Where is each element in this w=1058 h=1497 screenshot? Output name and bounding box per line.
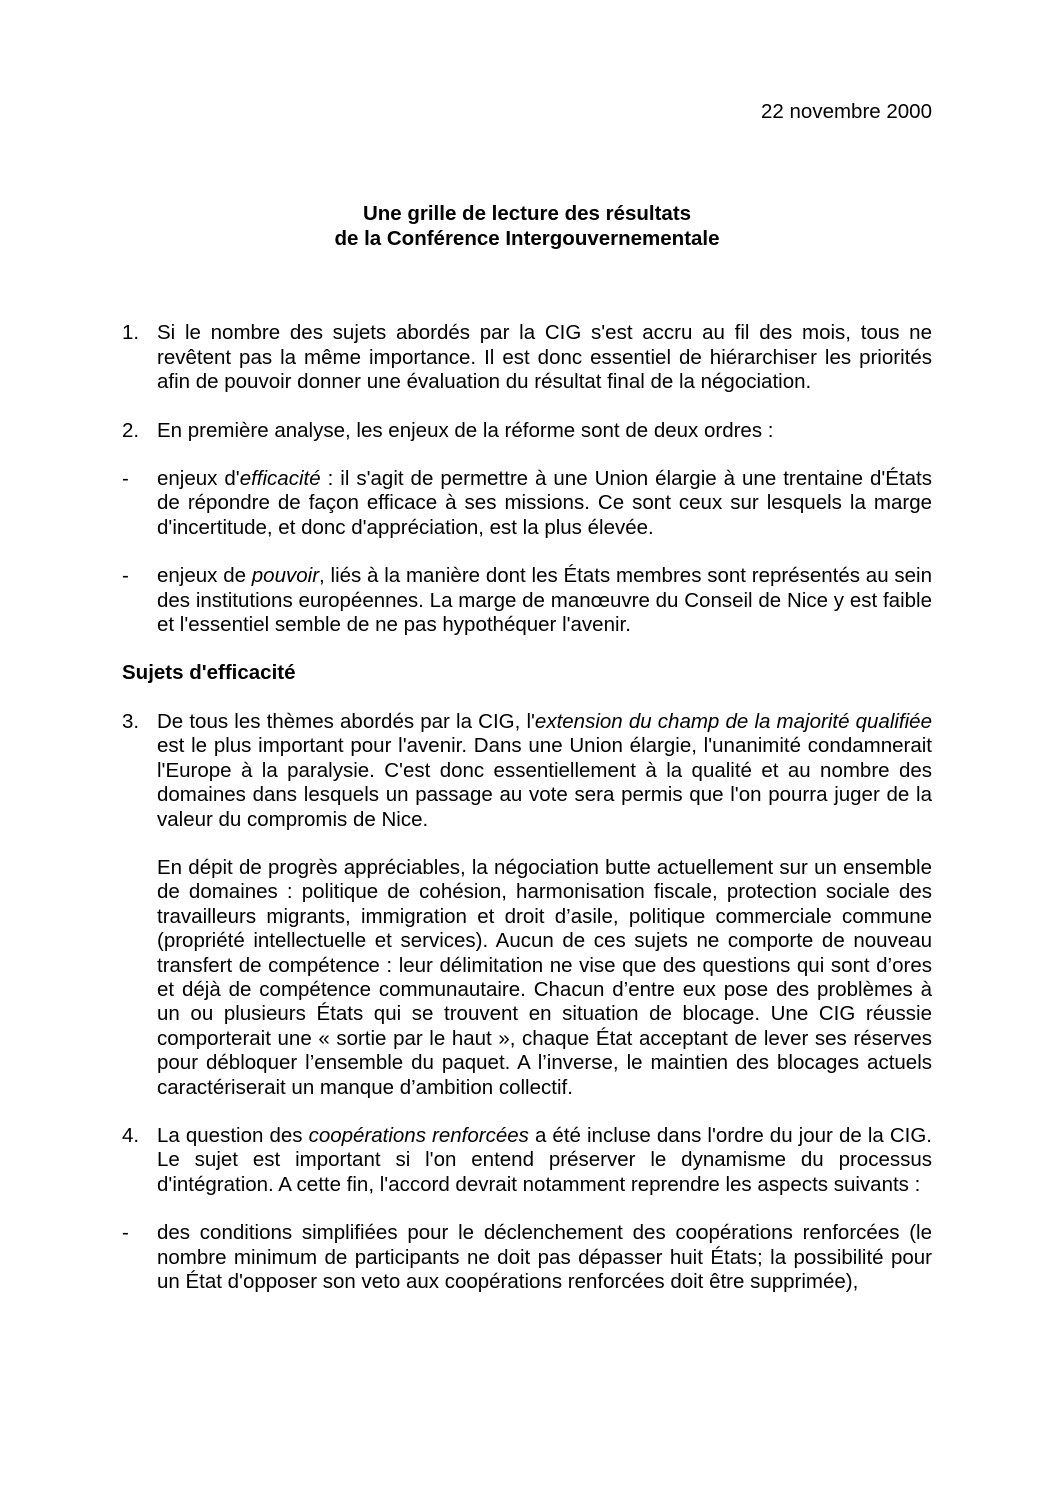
- bullet-pouvoir: [122, 564, 932, 637]
- item-number: 4.: [122, 1123, 140, 1147]
- bullet-conditions: [122, 1221, 932, 1294]
- bullet-efficacite: [122, 467, 932, 540]
- bullet-text: [157, 467, 932, 540]
- item-number: 1.: [122, 321, 140, 345]
- emphasis: pouvoir: [251, 564, 320, 588]
- paragraph-text: En première analyse, les enjeux de la réforme sont de deux ordres :: [157, 418, 774, 442]
- section-heading: Sujets d'efficacité: [122, 661, 296, 685]
- dash-marker: -: [122, 564, 129, 588]
- item-number: 2.: [122, 418, 140, 442]
- paragraph-text: [157, 710, 932, 832]
- emphasis: coopérations renforcées: [308, 1123, 529, 1147]
- paragraph-3-continued: En dépit de progrès appréciables, la négociation butte actuellement sur un ensemble de domaines : politique de cohésion, harmonisation fiscale, protection sociale des travailleurs migrants, immigration et droit d’asile, politique commerciale commune (propriété intellectuelle et services). Aucun de ces sujets ne comporte de nouveau transfert de compétence : leur délimitation ne vise que des questions qui sont d’ores et déjà de compétence communautaire. Chacun d’entre eux pose des problèmes à un ou plusieurs États qui se trouvent en situation de blocage. Une CIG réussie comporterait une « sortie par le haut », chaque État acceptant de lever ses réserves pour débloquer l’ensemble du paquet. A l’inverse, le maintien des blocages actuels caractériserait un manque d’ambition collectif.: [157, 855, 932, 1099]
- emphasis: extension du champ de la majorité qualifiée: [534, 709, 932, 733]
- bullet-text: [157, 564, 932, 637]
- text-run: a été incluse dans l'ordre du jour de la CIG. Le sujet est important si l'on entend préserver le dynamisme du processus d'intégration. A cette fin, l'accord devrait notamment reprendre les aspects suivants :: [157, 1123, 932, 1196]
- paragraph-text: Si le nombre des sujets abordés par la CIG s'est accru au fil des mois, tous ne revêtent pas la même importance. Il est donc essentiel de hiérarchiser les priorités afin de pouvoir donner une évaluation du résultat final de la négociation.: [157, 321, 932, 394]
- document-date: 22 novembre 2000: [761, 100, 932, 123]
- text-run: est le plus important pour l'avenir. Dans une Union élargie, l'unanimité condamnerait l'Europe à la paralysie. C'est donc essentiellement à la qualité et au nombre des domaines dans lesquels un passage au vote sera permis que l'on pourra juger de la valeur du compromis de Nice.: [157, 734, 932, 831]
- text-run: : il s'agit de permettre à une Union élargie à une trentaine d'États de répondre de façon efficace à ses missions. Ce sont ceux sur lesquels la marge d'incertitude, et donc d'appréciation, est la plus élevée.: [157, 467, 932, 539]
- bullet-text: des conditions simplifiées pour le déclenchement des coopérations renforcées (le nombre minimum de participants ne doit pas dépasser huit États; la possibilité pour un État d'opposer son veto aux coopérations renforcées doit être supprimée),: [157, 1221, 932, 1293]
- document-title: [122, 201, 932, 251]
- title-line-1: Une grille de lecture des résultats: [362, 202, 692, 226]
- paragraph-2: [122, 419, 932, 443]
- item-number: 3.: [122, 709, 140, 733]
- dash-marker: -: [122, 467, 129, 491]
- text-run: La question des: [157, 1123, 309, 1147]
- title-line-2: de la Conférence Intergouvernementale: [334, 227, 720, 251]
- emphasis: efficacité: [239, 467, 321, 491]
- text-run: enjeux d': [157, 467, 240, 491]
- dash-marker: -: [122, 1221, 129, 1245]
- text-run: enjeux de: [157, 564, 252, 588]
- text-run: De tous les thèmes abordés par la CIG, l': [157, 709, 535, 733]
- paragraph-text: [157, 1124, 932, 1197]
- paragraph-4: [122, 1124, 932, 1197]
- paragraph-3: [122, 710, 932, 832]
- text-run: , liés à la manière dont les États membres sont représentés au sein des institutions européennes. La marge de manœuvre du Conseil de Nice y est faible et l'essentiel semble de ne pas hypothéquer l'avenir.: [157, 564, 932, 637]
- paragraph-1: [122, 321, 932, 394]
